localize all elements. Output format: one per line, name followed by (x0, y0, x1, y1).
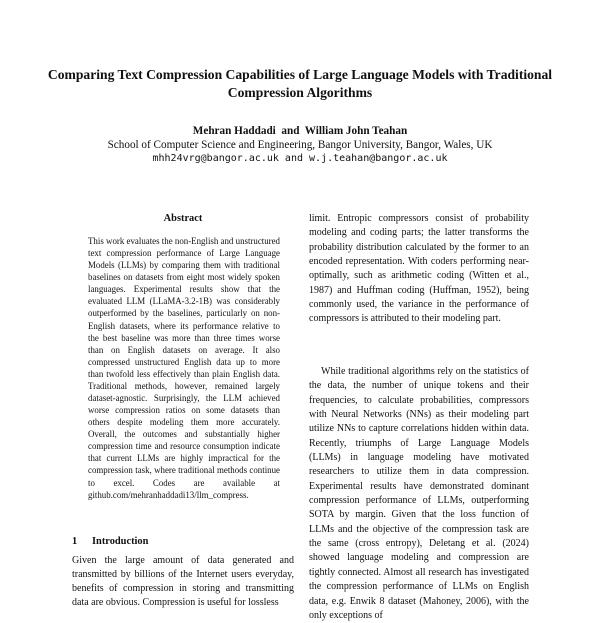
author-affiliation: School of Computer Science and Engineering, Bangor University, Bangor, Wales, UK (107, 139, 493, 151)
paper-title: Comparing Text Compression Capabilities of Large Language Models with Traditional Compression Algorithms (47, 67, 553, 100)
abstract-text: This work evaluates the non-English and unstructured text compression performance of Large Language Models (LLMs) by comparing them with traditional baselines on datasets from eight most widely spoken languages. Experimental results show that the evaluated LLM (LLaMA-3.2-1B) was considerably outperformed by the baselines, particularly on non-English datasets, where its performance relative to the best baseline was more than three times worse than on English datasets on average. It also compressed unstructured English data up to more than twofold less effectively than plain English data. Traditional methods, however, remained largely dataset-agnostic. Surprisingly, the LLM achieved worse compression ratios on some datasets than others despite modeling them more accurately. Overall, the outcomes and substantially higher compression time and resource consumption indicate that current LLMs are highly impractical for the compression task, where traditional methods continue to excel. Codes are available at github.com/mehranhaddadi13/llm_compress. (88, 236, 280, 500)
right-column-paragraph-1: limit. Entropic compressors consist of probability modeling and coding parts; the latter transforms the probability distribution calculated by the former to an encoded representation. With coders performing near-optimally, such as arithmetic coding (Witten et al., 1987) and Huffman coding (Huffman, 1952), being commonly used, the variance in the performance of compressors is attributed to their modeling part. (309, 213, 529, 325)
section-number: 1 (72, 536, 78, 547)
author-names: Mehran Haddadi and William John Teahan (192, 125, 408, 137)
right-column-paragraph-2: While traditional algorithms rely on the statistics of the data, the number of unique tokens and their frequencies, to calculate probabilities, compressors with Neural Networks (NNs) as their modeling part utilize NNs to capture correlations hidden within data. Recently, triumphs of Large Language Models (LLMs) in language modeling have motivated researchers to utilize them in data compression. Experimental results have demonstrated dominant compression performance of LLMs, outperforming SOTA by margin. Given that the loss function of LLMs and the objective of the compression task are the same (cross entropy), Deletang et al. (2024) showed language modeling and compression are tightly connected. Almost all research has investigated the compression performance of LLMs on English data, e.g. Enwik 8 dataset (Mahoney, 2006), with the only exceptions of (309, 366, 529, 621)
section-heading-introduction (72, 535, 294, 549)
author-emails: mhh24vrg@bangor.ac.uk and w.j.teahan@bangor.ac.uk (152, 153, 448, 164)
abstract-heading: Abstract (163, 213, 203, 224)
section-title: Introduction (92, 536, 149, 547)
introduction-text: Given the large amount of data generated and transmitted by billions of the Internet users everyday, benefits of compression in storing and transmitting data are obvious. Compression is useful for lossless (72, 555, 294, 609)
